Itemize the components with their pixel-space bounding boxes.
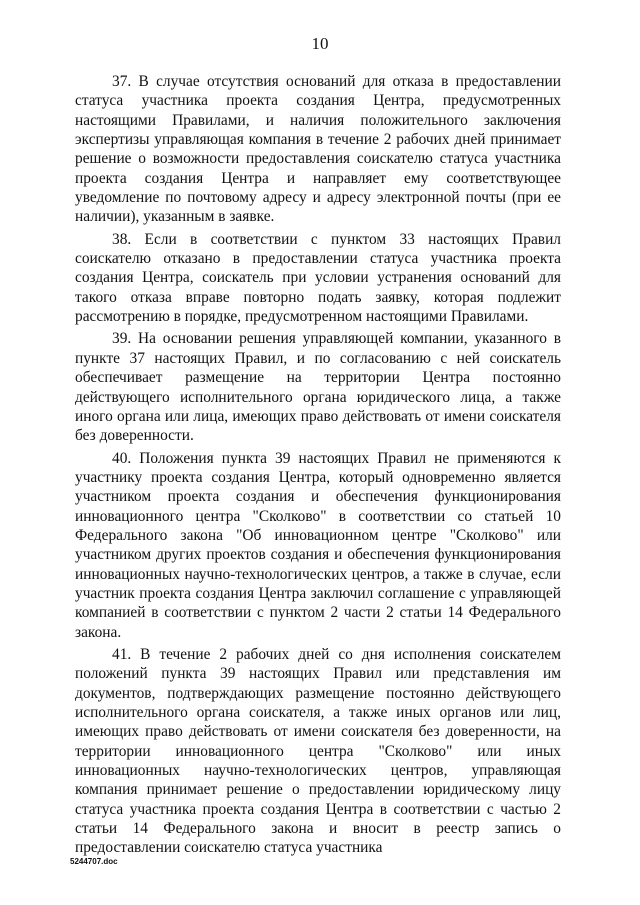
page-number: 10: [311, 34, 329, 53]
document-body: [75, 72, 561, 861]
paragraph-39: 39. На основании решения управляющей компании, указанного в пункте 37 настоящих Правил, и по согласованию с ней соискатель обеспечивает размещение на территории Центра постоянно действующего исполнительного органа юридического лица, а также иного органа или лица, имеющих право действовать от имени соискателя без доверенности.: [75, 330, 561, 445]
paragraph-38: 38. Если в соответствии с пунктом 33 настоящих Правил соискателю отказано в предоставлении статуса участника проекта создания Центра, соискатель при условии устранения оснований для такого отказа вправе повторно подать заявку, которая подлежит рассмотрению в порядке, предусмотренном настоящими Правилами.: [75, 230, 561, 326]
paragraph-37: 37. В случае отсутствия оснований для отказа в предоставлении статуса участника проекта создания Центра, предусмотренных настоящими Правилами, и наличия положительного заключения экспертизы управляющая компания в течение 2 рабочих дней принимает решение о возможности предоставления соискателю статуса участника проекта создания Центра и направляет ему соответствующее уведомление по почтовому адресу и адресу электронной почты (при ее наличии), указанным в заявке.: [75, 73, 561, 226]
paragraph-40: 40. Положения пункта 39 настоящих Правил не применяются к участнику проекта создания Центра, который одновременно является участником проекта создания и обеспечения функционирования инновационного центра "Сколково" в соответствии со статьей 10 Федерального закона "Об инновационном центре "Сколково" или участником других проектов создания и обеспечения функционирования инновационных научно-технологических центров, а также в случае, если участник проекта создания Центра заключил соглашение с управляющей компанией в соответствии с пунктом 2 части 2 статьи 14 Федерального закона.: [75, 449, 561, 641]
footer-file-code: 5244707.doc: [70, 857, 118, 866]
paragraph-41: 41. В течение 2 рабочих дней со дня исполнения соискателем положений пункта 39 настоящих Правил или представления им документов, подтверждающих размещение постоянно действующего исполнительного органа соискателя, а также иных органов или лиц, имеющих право действовать от имени соискателя без доверенности, на территории инновационного центра "Сколково" или иных инновационных научно-технологических центров, управляющая компания принимает решение о предоставлении юридическому лицу статуса участника проекта создания Центра в соответствии с частью 2 статьи 14 Федерального закона и вносит в реестр запись о предоставлении соискателю статуса участника: [75, 645, 561, 857]
